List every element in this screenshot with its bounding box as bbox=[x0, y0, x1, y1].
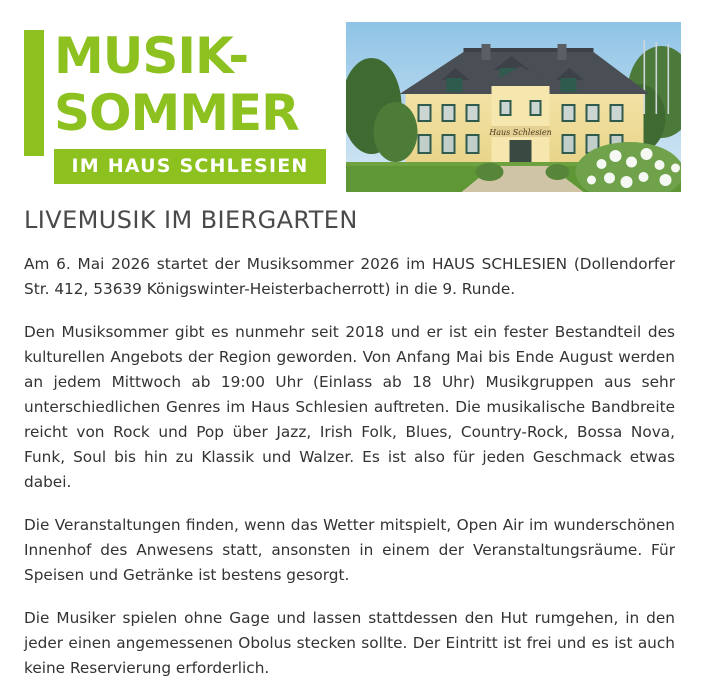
musiksommer-logo bbox=[22, 22, 328, 192]
logo-text-block bbox=[54, 22, 326, 184]
haus-schlesien-photo bbox=[346, 22, 681, 192]
paragraph-history: Den Musiksommer gibt es nunmehr seit 2018 und er ist ein fester Bestandteil des kulturellen Angebots der Region geworden. Von Anfang Mai bis Ende August werden an jedem Mittwoch ab 19:00 Uhr (Einlass ab 18 Uhr) Musikgruppen aus sehr unterschiedlichen Genres im Haus Schlesien auftreten. Die musikalische Bandbreite reicht von Rock und Pop über Jazz, Irish Folk, Blues, Country-Rock, Bossa Nova, Funk, Soul bis hin zu Klassik und Walzer. Es ist also für jeden Geschmack etwas dabei. bbox=[24, 323, 675, 491]
photo-illustration bbox=[346, 22, 681, 192]
paragraph-venue: Die Veranstaltungen finden, wenn das Wetter mitspielt, Open Air im wunderschönen Innenhof des Anwesens statt, ansonsten in einem der Veranstaltungsräume. Für Speisen und Getränke ist bestens gesorgt. bbox=[24, 516, 675, 584]
logo-green-bar bbox=[24, 30, 44, 156]
paragraph-intro: Am 6. Mai 2026 startet der Musiksommer 2026 im HAUS SCHLESIEN (Dollendorfer Str. 412, 53639 Königswinter-Heisterbacherrott) in die 9. Runde. bbox=[24, 255, 675, 298]
svg-text:Haus Schlesien: Haus Schlesien bbox=[489, 128, 552, 137]
page-title: LIVEMUSIK IM BIERGARTEN bbox=[24, 206, 358, 234]
logo-line-1: MUSIK- bbox=[54, 27, 249, 85]
paragraph-admission: Die Musiker spielen ohne Gage und lassen stattdessen den Hut rumgehen, in den jeder einen angemessenen Obolus stecken sollte. Der Eintritt ist frei und es ist auch keine Reservierung erforderlich. bbox=[24, 609, 675, 677]
page-header bbox=[22, 22, 681, 192]
logo-subtitle: IM HAUS SCHLESIEN bbox=[54, 149, 326, 184]
logo-line-2: SOMMER bbox=[54, 84, 299, 142]
